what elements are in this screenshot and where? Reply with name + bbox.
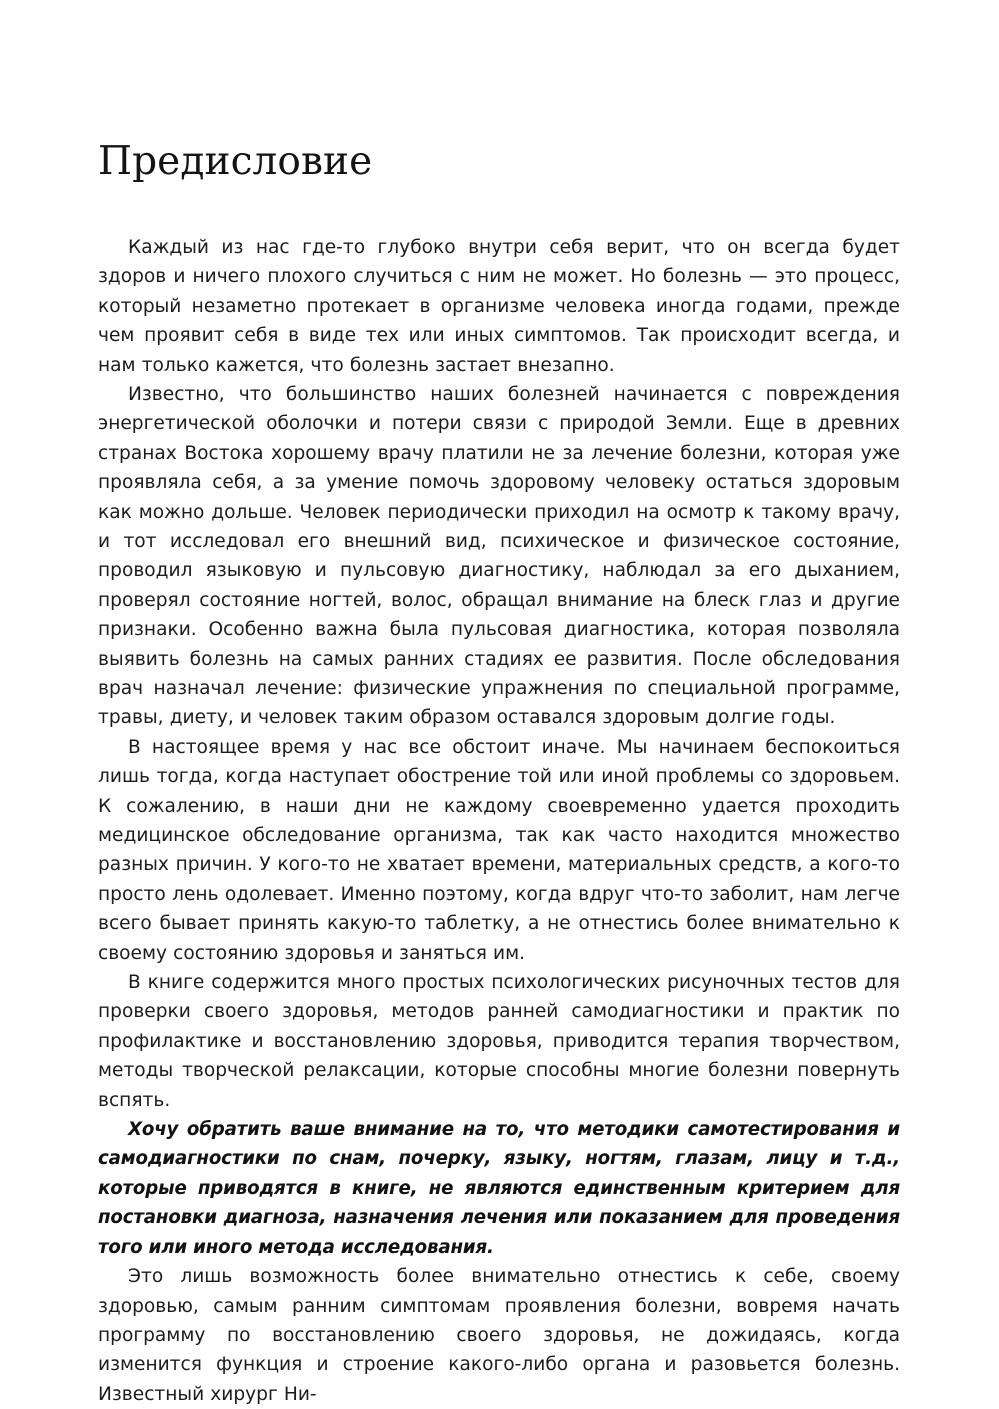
page-title: Предисловие xyxy=(98,139,373,184)
paragraph-3: В настоящее время у нас все обстоит иначе. Мы начинаем беспокоиться лишь тогда, когда наступает обострение той или иной проблемы со здоровьем. К сожалению, в наши дни не каждому своевременно удается проходить медицинское обследование организма, так как часто находится множество разных причин. У кого-то не хватает времени, материальных средств, а кого-то просто лень одолевает. Именно поэтому, когда вдруг что-то заболит, нам легче всего бывает принять какую-то таблетку, а не отнестись более внимательно к своему состоянию здоровья и заняться им. xyxy=(98,736,900,964)
paragraph-4: В книге содержится много простых психологических рисуночных тестов для проверки своего здоровья, методов ранней самодиагностики и практик по профилактике и восстановлению здоровья, приводится терапия творчеством, методы творческой релаксации, которые способны многие болезни повернуть вспять. xyxy=(98,972,900,1111)
paragraph-1: Каждый из нас где-то глубоко внутри себя верит, что он всегда будет здоров и ничего плохого случиться с ним не может. Но болезнь — это процесс, который незаметно протекает в организме человека иногда годами, прежде чем проявит себя в виде тех или иных симптомов. Так происходит всегда, и нам только кажется, что болезнь застает внезапно. xyxy=(98,236,900,376)
page-content xyxy=(98,141,900,1409)
paragraph-2: Известно, что большинство наших болезней начинается с повреждения энергетической оболочки и потери связи с природой Земли. Еще в древних странах Востока хорошему врачу платили не за лечение болезни, которая уже проявляла себя, а за умение помочь здоровому человеку остаться здоровым как можно дольше. Человек периодически приходил на осмотр к такому врачу, и тот исследовал его внешний вид, психическое и физическое состояние, проводил языковую и пульсовую диагностику, наблюдал за его дыханием, проверял состояние ногтей, волос, обращал внимание на блеск глаз и другие признаки. Особенно важна была пульсовая диагностика, которая позволяла выявить болезнь на самых ранних стадиях ее развития. После обследования врач назначал лечение: физические упражнения по специальной программе, травы, диету, и человек таким образом оставался здоровым долгие годы. xyxy=(98,383,900,729)
paragraph-5-emphasis: Хочу обратить ваше внимание на то, что методики самотестирования и самодиагностики по снам, почерку, языку, ногтям, глазам, лицу и т.д., которые приводятся в книге, не являются единственным критерием для постановки диагноза, назначения лечения или показанием для проведения того или иного метода исследования. xyxy=(98,1119,900,1258)
paragraph-6: Это лишь возможность более внимательно отнестись к себе, своему здоровью, самым ранним симптомам проявления болезни, вовремя начать программу по восстановлению своего здоровья, не дожидаясь, когда изменится функция и строение какого-либо органа и разовьется болезнь. Известный хирург Ни- xyxy=(98,1266,900,1405)
